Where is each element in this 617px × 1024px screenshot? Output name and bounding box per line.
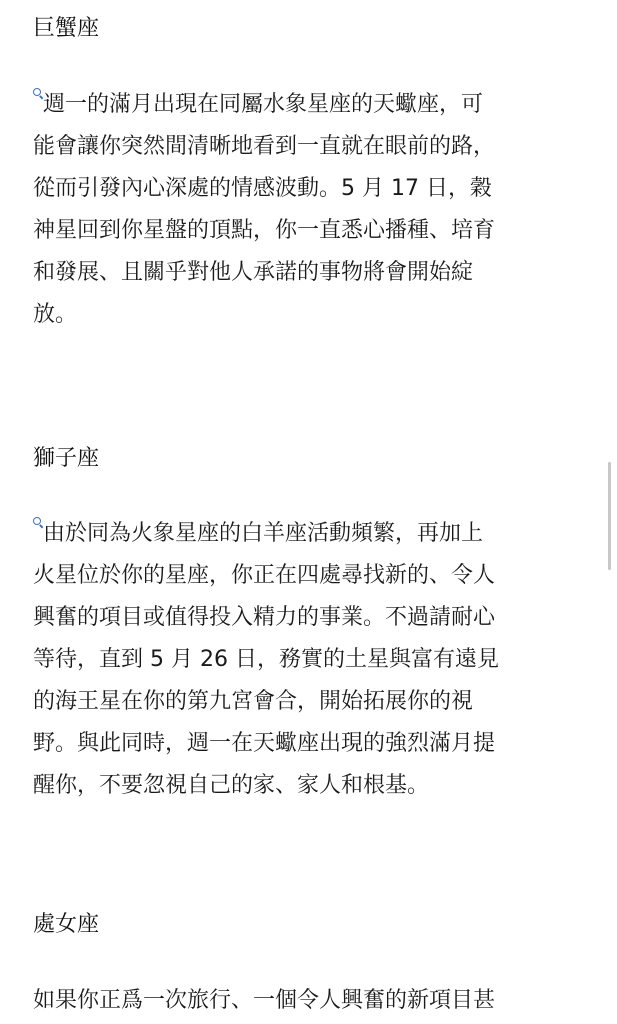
text-line: 火星位於你的星座，你正在四處尋找新的、令人 bbox=[33, 563, 496, 588]
section-heading-cancer: 巨蟹座 bbox=[33, 16, 100, 41]
section-text-leo bbox=[33, 513, 588, 807]
text-line: 和發展、且關乎對他人承諾的事物將會開始綻 bbox=[33, 260, 474, 285]
section-text-cancer bbox=[33, 84, 588, 336]
section-heading-virgo: 處女座 bbox=[33, 912, 100, 937]
text-line-content: 週一的滿月出現在同屬水象星座的天蠍座，可 bbox=[43, 92, 484, 117]
text-line: 神星回到你星盤的頂點，你一直悉心播種、培育 bbox=[33, 218, 496, 243]
text-line: 能會讓你突然間清晰地看到一直就在眼前的路， bbox=[33, 134, 496, 159]
text-line: 野。與此同時，週一在天蠍座出現的強烈滿月提 bbox=[33, 731, 496, 756]
text-line: 放。 bbox=[33, 302, 78, 327]
section-heading-leo: 獅子座 bbox=[33, 446, 100, 471]
text-line: 的海王星在你的第九宮會合，開始拓展你的視 bbox=[33, 689, 474, 714]
text-line-content: 由於同為火象星座的白羊座活動頻繁，再加上 bbox=[43, 521, 484, 546]
search-icon[interactable] bbox=[33, 517, 43, 531]
scrollbar[interactable] bbox=[608, 462, 611, 570]
text-line: 從而引發內心深處的情感波動。5 月 17 日，穀 bbox=[33, 176, 492, 201]
text-line: 如果你正爲一次旅行、一個令人興奮的新項目甚 bbox=[33, 988, 496, 1013]
text-line: 興奮的項目或值得投入精力的事業。不過請耐心 bbox=[33, 605, 496, 630]
search-icon[interactable] bbox=[33, 88, 43, 102]
section-text-virgo bbox=[33, 980, 588, 1022]
text-line: 等待，直到 5 月 26 日，務實的土星與富有遠見 bbox=[33, 647, 499, 672]
text-line bbox=[33, 513, 588, 555]
text-line bbox=[33, 84, 588, 126]
text-line: 醒你，不要忽視自己的家、家人和根基。 bbox=[33, 773, 430, 798]
